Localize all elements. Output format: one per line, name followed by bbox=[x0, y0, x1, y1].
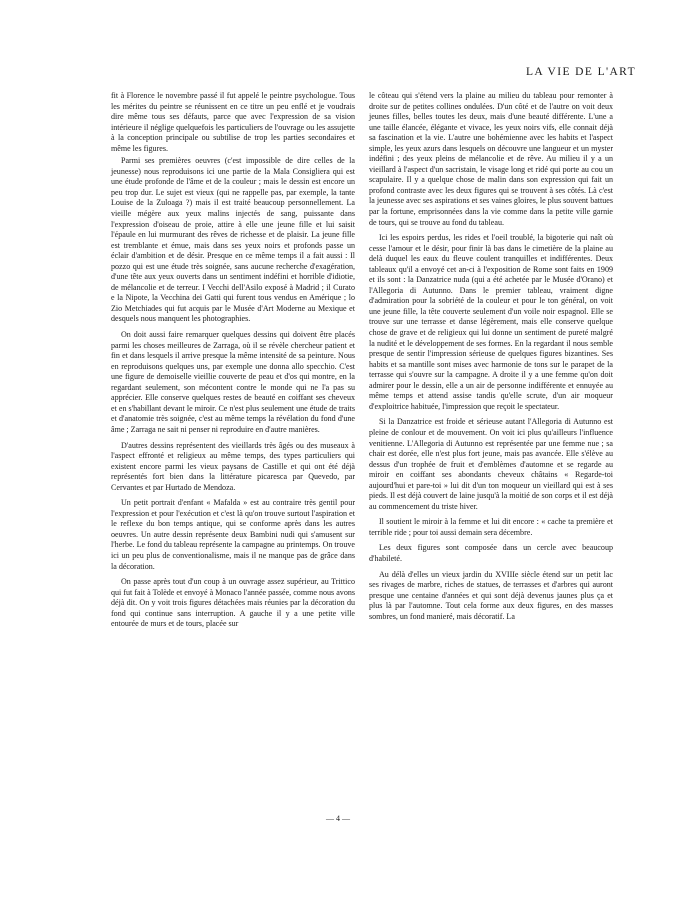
paragraph: Au délà d'elles un vieux jardin du XVIIIe siècle étend sur un petit lac ses rivages de marbre, riches de statues, de terrasses et d'arbres qui auront presque une centaine d'années et qui sont déjà devenus jaunes plus ça et plus là par l'automne. Tout cela forme aux deux figures, en des masses sombres, un fond manieré, mais décoratif. La bbox=[369, 569, 613, 621]
paragraph: Un petit portrait d'enfant « Mafalda » est au contraire très gentil pour l'expression et pour l'exécution et c'est là qu'on trouve surtout l'aspiration et le reflexe du bon temps antique, qui se conforme après dans les autres oeuvres. Un autre dessin représente deux Bambini nudi qui s'amusent sur l'herbe. Le fond du tableau représente la campagne au printemps. On trouve ici un peu plus de conventionalisme, mais il ne manque pas de grâce dans la décoration. bbox=[111, 498, 355, 571]
paragraph: Parmi ses premières oeuvres (c'est impossible de dire celles de la jeunesse) nous reproduisons ici une partie de la Mala Consigliera qui est une étude profonde de l'âme et de la couleur ; mais le dessin est encore un peu trop dur. Le sujet est vieux (qui ne rappelle pas, par exemple, la tante Louise de la Zuloaga ?) mais il est traité beaucoup personnellement. La vieille mégère aux yeux malins injectés de sang, puissante dans l'expression d'oiseau de proie, attire à elle une jeune fille et lui saisit l'épaule en lui murmurant des rêves de richesse et de plaisir. La jeune fille est tremblante et émue, mais dans ses yeux noirs et profonds passe un éclair d'ambition et de désir. Presque en ce même temps il a fait aussi : Il pozzo qui est une étude très soignée, sans aucune recherche d'exagération, d'une tête aux yeux ouverts dans un sentiment indéfini et horrible d'idiotie, de mélancolie et de terreur. I Vecchi dell'Asilo exposé à Madrid ; il Curato e la Nipote, la Vecchina dei Gatti qui furent tous vendus en Amérique ; lo Zio Metchiades qui fut acquis par le Musée d'Art Moderne au Mexique et desquels nous manquent les photographies. bbox=[111, 156, 355, 324]
paragraph: fit à Florence le novembre passé il fut appelé le peintre psychologue. Tous les mérites du peintre se réunissent en ce titre un peu enflé et je voudrais dire même tous ses défauts, parce que avec l'expression de sa vision intérieure il néglige quelquefois les particuliers de l'ouvrage ou les assujette à la conception principale ou subtilise de trop les parties secondaires et même les figures. bbox=[111, 91, 355, 153]
running-header: LA VIE DE L'ART bbox=[525, 66, 636, 78]
paragraph: Si la Danzatrice est froide et sérieuse autant l'Allegoria di Autunno est pleine de conlour et de mouvement. On voit ici plus qu'ailleurs l'influence venitienne. L'Allegoria di Autunno est représentée par une femme nue ; sa chair est dorée, elle n'est plus fort jeune, mais pas avancée. Elle s'élève au dessus d'un trophée de fruit et d'emblèmes d'automne et se regarde au miroir en coiffant ses abondants cheveux châtains « Regarde-toi aujourd'hui et pare-toi » lui dit d'un ton moqueur un vieillard qui est à ses pieds. Il est déjà couvert de laine jusqu'à la moitié de son corps et il est déjà au commencement du triste hiver. bbox=[369, 417, 613, 511]
paragraph: Ici les espoirs perdus, les rides et l'oeil troublé, la bigoterie qui naît où cesse l'amour et le désir, pour finir là bas dans le cimetière de la plaine au delà duquel les eaux du fleuve coulent tranquilles et indifférentes. Deux tableaux qu'il a envoyé cet an-ci à l'exposition de Rome sont faits en 1909 et ils sont : la Danzatrice nuda (qui a été achetée par le Musée d'Orano) et l'Allegoria di Autunno. Dans le premier tableau, vraiment digne d'admiration pour la sobriété de la couleur et pour le ton général, on voit une jeune fille, la tête couverte seulement d'un voile noir espagnol. Elle se trouve sur une terrasse et danse légèrement, mais elle conserve quelque chose de grave et de religieux qui lui donne un sentiment de pureté malgré la nudité et le développement de ses formes. En la regardant il nous semble presque de sentir l'impression sérieuse de quelques figures bizantines. Ses habits et sa mantille sont mises avec harmonie de tons sur le parapet de la terrasse qui s'ouvre sur la campagne. A droite il y a une femme qu'on doit admirer pour le dessin, elle a un air de personne indifférente et ennuyée au même temps et attend assise tandis qu'elle scrute, d'un air moqueur d'exploitrice habituée, l'impression que reçoit le spectateur. bbox=[369, 233, 613, 411]
paragraph: On doit aussi faire remarquer quelques dessins qui doivent être placés parmi les choses meilleures de Zarraga, où il se révèle chercheur patient et fin et dans lesquels il arrive presque la même intensité de sa peinture. Nous en reproduisons quelques uns, par exemple une donna allo specchio. C'est une figure de demoiselle vieillie couverte de peau et d'os qui montre, en la regardant seulement, son mécontent contre le monde qui ne l'a pas su apprécier. Elle conserve quelques restes de beauté en coiffant ses cheveux et en s'habillant devant le miroir. Ce n'est plus seulement une étude de traits et d'anatomie très soignée, c'est au même temps la révélation du fond d'une âme ; Zarraga ne sait ni penser ni reproduire en d'autre manières. bbox=[111, 330, 355, 434]
right-column bbox=[369, 91, 613, 624]
paragraph: Les deux figures sont composée dans un cercle avec beaucoup d'habileté. bbox=[369, 543, 613, 563]
paragraph: On passe après tout d'un coup à un ouvrage assez supérieur, au Trittico qui fut fait à Tolède et envoyé à Monaco l'année passée, comme nous avons déjà dit. On y voit trois figures détachées mais réunies par la décoration du fond qui continue sans interruption. A gauche il y a une petite ville entourée de murs et de tours, placée sur bbox=[111, 577, 355, 629]
paragraph: Il soutient le miroir à la femme et lui dit encore : « cache ta première et terrible ride ; pour toi aussi demain sera décembre. bbox=[369, 517, 613, 537]
left-column bbox=[111, 91, 355, 632]
paragraph: D'autres dessins représentent des vieillards très âgés ou des museaux à l'aspect effronté et religieux au même temps, des types particuliers qui existent encore parmi les vieux paysans de Castille et qui ont été déjà représentés fort bien dans la littérature picaresca par Quevedo, par Cervantes et par Hurtado de Mendoza. bbox=[111, 440, 355, 492]
paragraph: le côteau qui s'étend vers la plaine au milieu du tableau pour remonter à droite sur de petites collines ondulées. D'un côté et de l'autre on voit deux jeunes filles, belles toutes les deux, mais d'une beauté différente. L'une a une taille élancée, élégante et vivace, les yeux noirs vifs, elle connait déjà sa fascination et la vie. L'autre une bohémienne avec les habits et l'aspect simple, les yeux azurs dans lesquels on découvre une langueur et un myster indéfini ; des yeux pleins de mélancolie et de rêve. Au milieu il y a un vieillard à l'aspect d'un sacristain, le visage long et ridé qui porte au cou un scapulaire. Il y a quelque chose de malin dans son expression qui fait un profond contraste avec les deux figures qui se trouvent à ses côtés. Là c'est la jeunesse avec ses aspirations et ses vaines gloires, le plus souvent battues par la fortune, emprisonnées dans la vie comme dans la petite ville garnie de tours, qui se trouve au fond du tableau. bbox=[369, 91, 613, 227]
page-number: — 4 — bbox=[326, 814, 350, 823]
